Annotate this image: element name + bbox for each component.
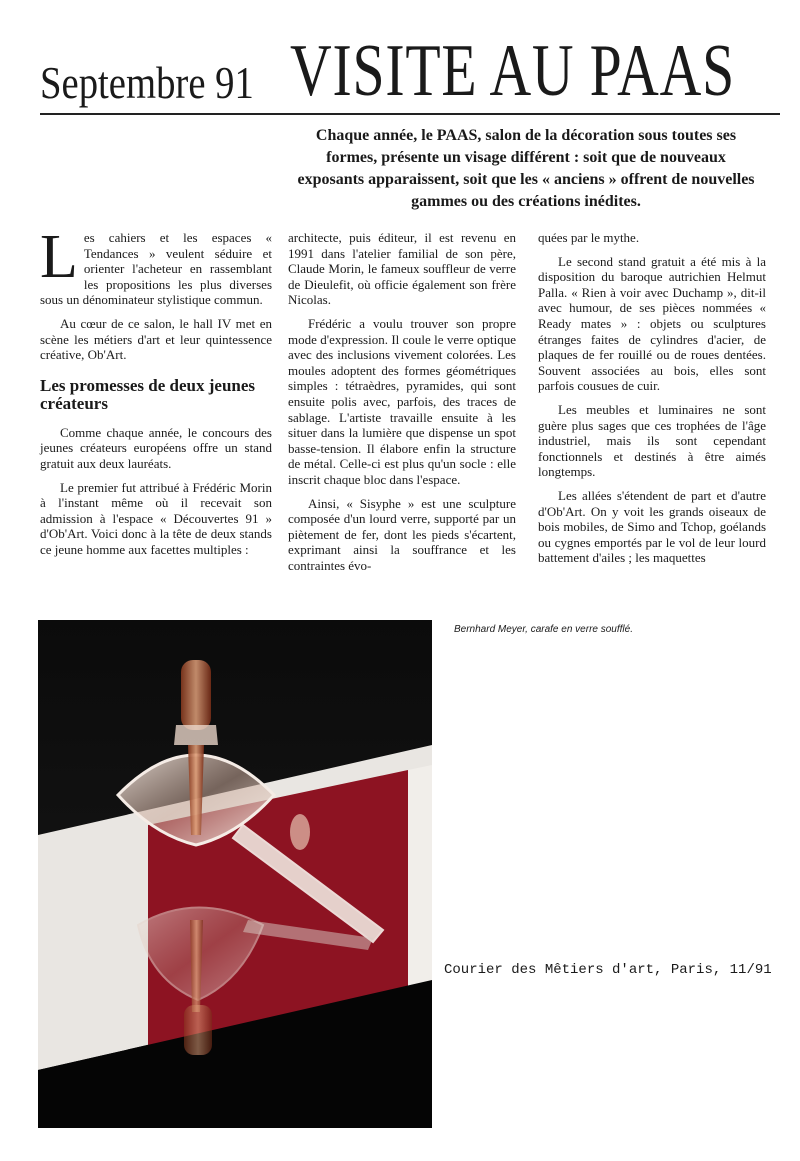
glass-carafe-photo <box>38 620 432 1128</box>
header-date: Septembre 91 <box>40 58 254 108</box>
article-paragraph: Au cœur de ce salon, le hall IV met en scène les métiers d'art et leur quintessence créative, Ob'Art. <box>40 315 272 363</box>
article-paragraph: Les meubles et luminaires ne sont guère plus sages que ces trophées de l'âge industriel, mais ils sont cependant fonctionnels et destinés à être aimés longtemps. <box>538 401 766 480</box>
article-paragraph: architecte, puis éditeur, il est revenu en 1991 dans l'atelier familial de son père, Claude Morin, le fameux souffleur de verre de Dieulefit, où officie également son frère Nicolas. <box>288 230 516 308</box>
article-paragraph: Le second stand gratuit a été mis à la disposition du baroque autrichien Helmut Palla. « Rien à voir avec Duchamp », dit-il avec humour, de ses pièces nommées « Ready mates » : objets ou sculptures étranges faites de cylindres d'acier, de plaques de fer rouillé ou de roues dentées. Souvent associées au bois, elles sont parfois cousues de cuir. <box>538 253 766 394</box>
header-title: VISITE AU PAAS <box>290 30 735 112</box>
article-paragraph: Les allées s'étendent de part et d'autre d'Ob'Art. On y voit les grands oiseaux de bois mobiles, de Simo and Tchop, goélands ou cygnes emportés par le vol de leur lourd battement d'ailes ; les maquettes <box>538 487 766 566</box>
article-paragraph: quées par le mythe. <box>538 230 640 245</box>
paragraph-text: es cahiers et les espaces « Tendances » veulent séduire et orienter l'acheteur en rassemblant les propositions les plus diverses sous un dénominateur stylistique commun. <box>40 230 272 308</box>
article-column-1 <box>40 223 272 566</box>
source-credit: Courier des Mêtiers d'art, Paris, 11/91 <box>444 962 772 978</box>
drop-cap: L <box>40 223 78 291</box>
header-rule <box>40 113 780 115</box>
article-paragraph: Le premier fut attribué à Frédéric Morin à l'instant même où il recevait son admission à l'espace « Découvertes 91 » d'Ob'Art. Voici donc à la tête de deux stands ce jeune homme aux facettes multiples : <box>40 479 272 557</box>
article-paragraph: Comme chaque année, le concours des jeunes créateurs européens offre un stand gratuit aux deux lauréats. <box>40 424 272 471</box>
intro-lead: Chaque année, le PAAS, salon de la décoration sous toutes ses formes, présente un visage différent : soit que de nouveaux exposants apparaissent, soit que les « anciens » offrent de nouvelles gammes ou des créations inédites. <box>297 127 755 210</box>
article-paragraph: Ainsi, « Sisyphe » est une sculpture composée d'un lourd verre, supporté par un piètement de fer, dont les pieds s'écartent, exprimant ainsi la souffrance et les contraintes évo- <box>288 495 516 573</box>
article-paragraph: Frédéric a voulu trouver son propre mode d'expression. Il coule le verre optique avec des inclusions vivement colorées. Les moules adoptent des formes géométriques simples : tétraèdres, pyramides, qui sont ensuite polis avec, parfois, des traces de sablage. L'artiste travaille ensuite à les situer dans la lumière que dispense un spot basse-tension. Il élabore enfin la structure de métal. Celle-ci est plus qu'un socle : elle inscrit chaque bloc dans l'espace. <box>288 315 516 487</box>
carafe-illustration <box>38 620 432 1128</box>
section-subheading: Les promesses de deux jeunes créateurs <box>40 375 256 413</box>
article-paragraph <box>40 223 272 308</box>
article-column-2 <box>288 230 516 581</box>
photo-caption: Bernhard Meyer, carafe en verre soufflé. <box>454 624 633 635</box>
article-column-3 <box>538 230 766 574</box>
